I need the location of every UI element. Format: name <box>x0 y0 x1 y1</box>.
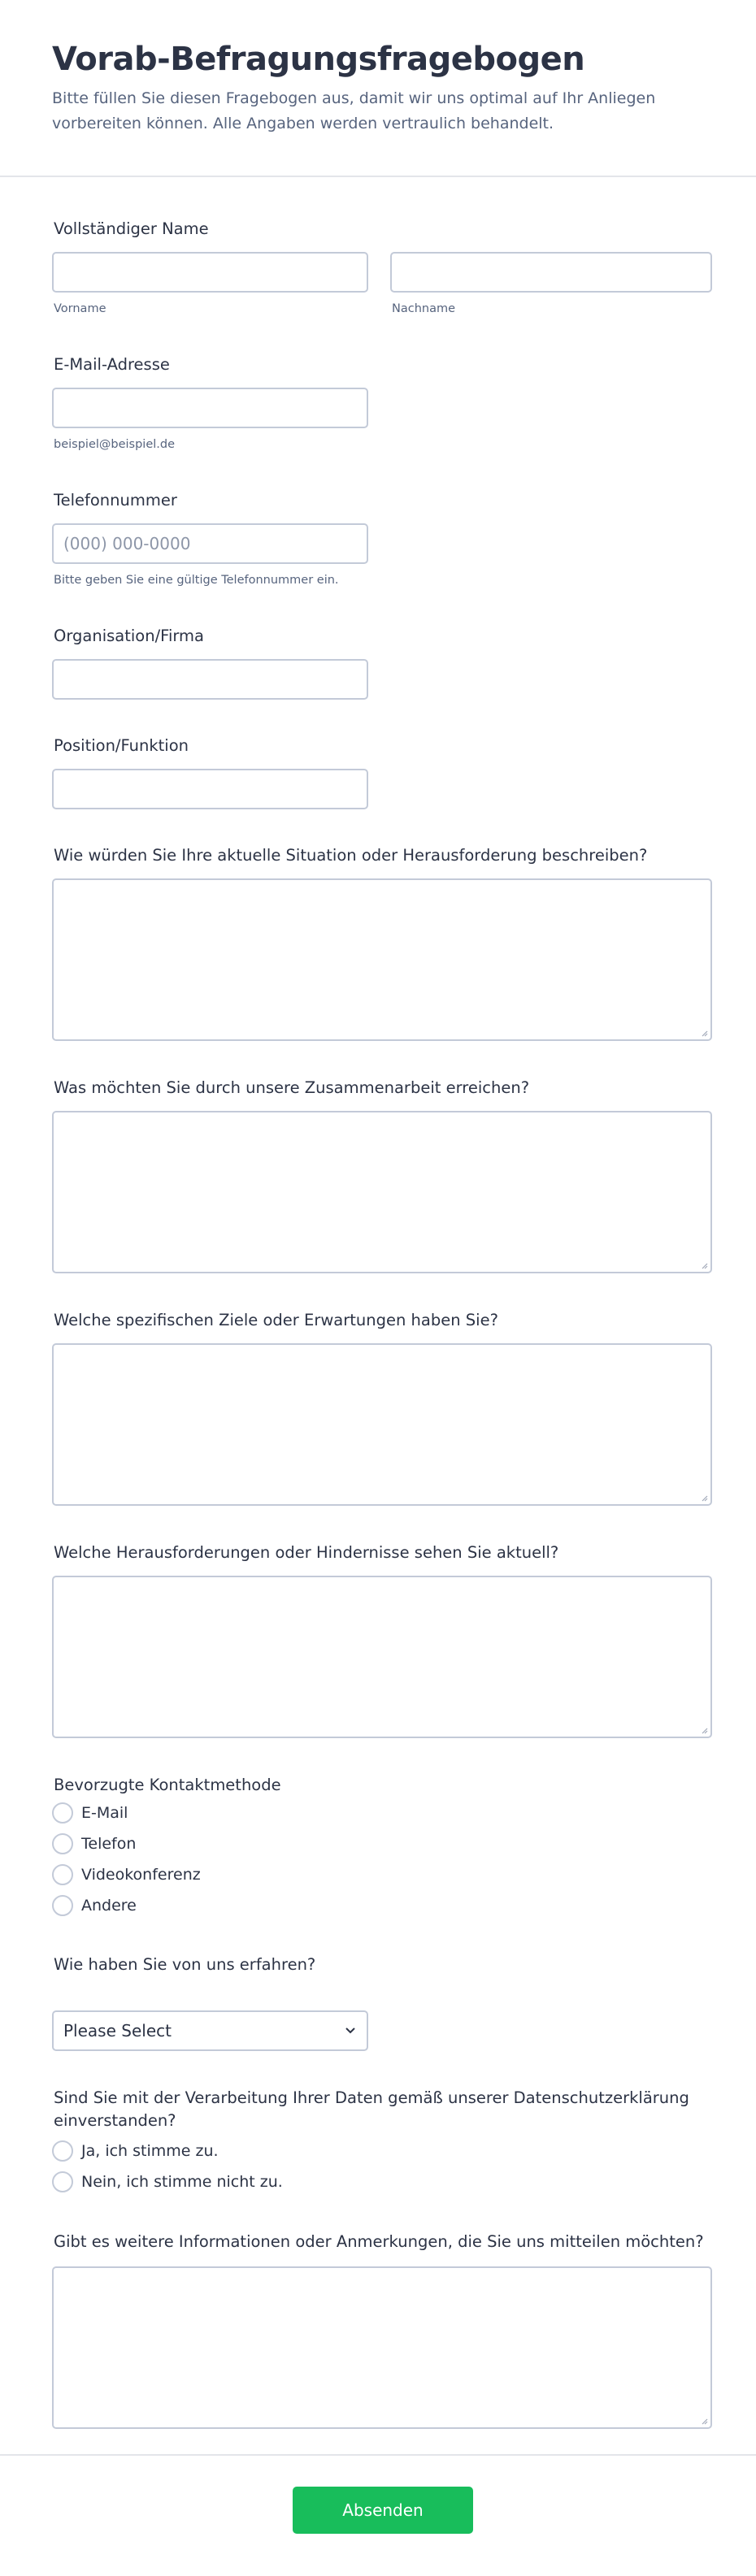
first-name-field[interactable] <box>52 252 368 293</box>
position-label: Position/Funktion <box>54 736 189 755</box>
consent-option-yes[interactable] <box>52 2139 219 2163</box>
first-name-sublabel: Vorname <box>54 302 106 315</box>
select-value: Please Select <box>63 2021 172 2040</box>
radio-button[interactable] <box>52 2140 73 2162</box>
obstacles-textarea[interactable] <box>54 1577 710 1737</box>
phone-field[interactable] <box>52 523 368 564</box>
form-title: Vorab-Befragungsfragebogen <box>52 41 585 78</box>
phone-input[interactable] <box>54 525 367 562</box>
expectations-textarea-box[interactable] <box>52 1343 712 1506</box>
organization-label: Organisation/Firma <box>54 627 204 645</box>
email-input[interactable] <box>54 389 367 427</box>
email-label: E-Mail-Adresse <box>54 355 170 374</box>
organization-field[interactable] <box>52 659 368 700</box>
situation-textarea[interactable] <box>54 880 710 1039</box>
contact-option-video[interactable] <box>52 1863 201 1887</box>
additional-textarea[interactable] <box>54 2268 710 2427</box>
additional-label: Gibt es weitere Informationen oder Anmerkungen, die Sie uns mitteilen möchten? <box>54 2232 704 2251</box>
referral-select[interactable] <box>52 2010 368 2051</box>
obstacles-label: Welche Herausforderungen oder Hindernisse sehen Sie aktuell? <box>54 1543 559 1562</box>
radio-label: Videokonferenz <box>81 1866 201 1884</box>
email-field[interactable] <box>52 388 368 428</box>
radio-label: Ja, ich stimme zu. <box>81 2142 219 2160</box>
radio-button[interactable] <box>52 1833 73 1854</box>
contact-method-label: Bevorzugte Kontaktmethode <box>54 1776 281 1794</box>
position-input[interactable] <box>54 770 367 808</box>
obstacles-textarea-box[interactable] <box>52 1576 712 1738</box>
expectations-label: Welche spezifischen Ziele oder Erwartungen haben Sie? <box>54 1311 498 1329</box>
goals-label: Was möchten Sie durch unsere Zusammenarbeit erreichen? <box>54 1078 530 1097</box>
email-sublabel: beispiel@beispiel.de <box>54 438 176 451</box>
contact-option-email[interactable] <box>52 1801 128 1825</box>
radio-label: Nein, ich stimme nicht zu. <box>81 2173 283 2191</box>
header-divider <box>0 176 756 177</box>
referral-label: Wie haben Sie von uns erfahren? <box>54 1955 316 1974</box>
additional-textarea-box[interactable] <box>52 2266 712 2429</box>
consent-option-no[interactable] <box>52 2170 283 2194</box>
position-field[interactable] <box>52 769 368 809</box>
situation-label: Wie würden Sie Ihre aktuelle Situation oder Herausforderung beschreiben? <box>54 846 648 865</box>
contact-option-phone[interactable] <box>52 1832 136 1856</box>
last-name-sublabel: Nachname <box>392 302 456 315</box>
contact-option-other[interactable] <box>52 1893 137 1918</box>
consent-label: Sind Sie mit der Verarbeitung Ihrer Daten gemäß unserer Datenschutzerklärung einverstanden? <box>54 2088 689 2130</box>
expectations-textarea[interactable] <box>54 1345 710 1504</box>
first-name-input[interactable] <box>54 254 367 291</box>
organization-input[interactable] <box>54 661 367 698</box>
full-name-label: Vollständiger Name <box>54 219 209 238</box>
goals-textarea[interactable] <box>54 1112 710 1272</box>
radio-button[interactable] <box>52 2171 73 2192</box>
form-description: Bitte füllen Sie diesen Fragebogen aus, damit wir uns optimal auf Ihr Anliegen vorbereiten können. Alle Angaben werden vertraulich behandelt. <box>52 89 656 132</box>
last-name-field[interactable] <box>390 252 712 293</box>
radio-button[interactable] <box>52 1864 73 1885</box>
submit-button[interactable]: Absenden <box>293 2487 473 2534</box>
radio-label: Telefon <box>81 1835 137 1853</box>
phone-sublabel: Bitte geben Sie eine gültige Telefonnummer ein. <box>54 574 339 587</box>
situation-textarea-box[interactable] <box>52 878 712 1041</box>
radio-label: Andere <box>81 1897 137 1915</box>
phone-label: Telefonnummer <box>54 491 177 510</box>
radio-label: E-Mail <box>81 1804 128 1822</box>
footer-divider <box>0 2454 756 2456</box>
radio-button[interactable] <box>52 1895 73 1916</box>
goals-textarea-box[interactable] <box>52 1111 712 1273</box>
last-name-input[interactable] <box>392 254 710 291</box>
radio-button[interactable] <box>52 1802 73 1824</box>
chevron-down-icon <box>344 2026 357 2036</box>
